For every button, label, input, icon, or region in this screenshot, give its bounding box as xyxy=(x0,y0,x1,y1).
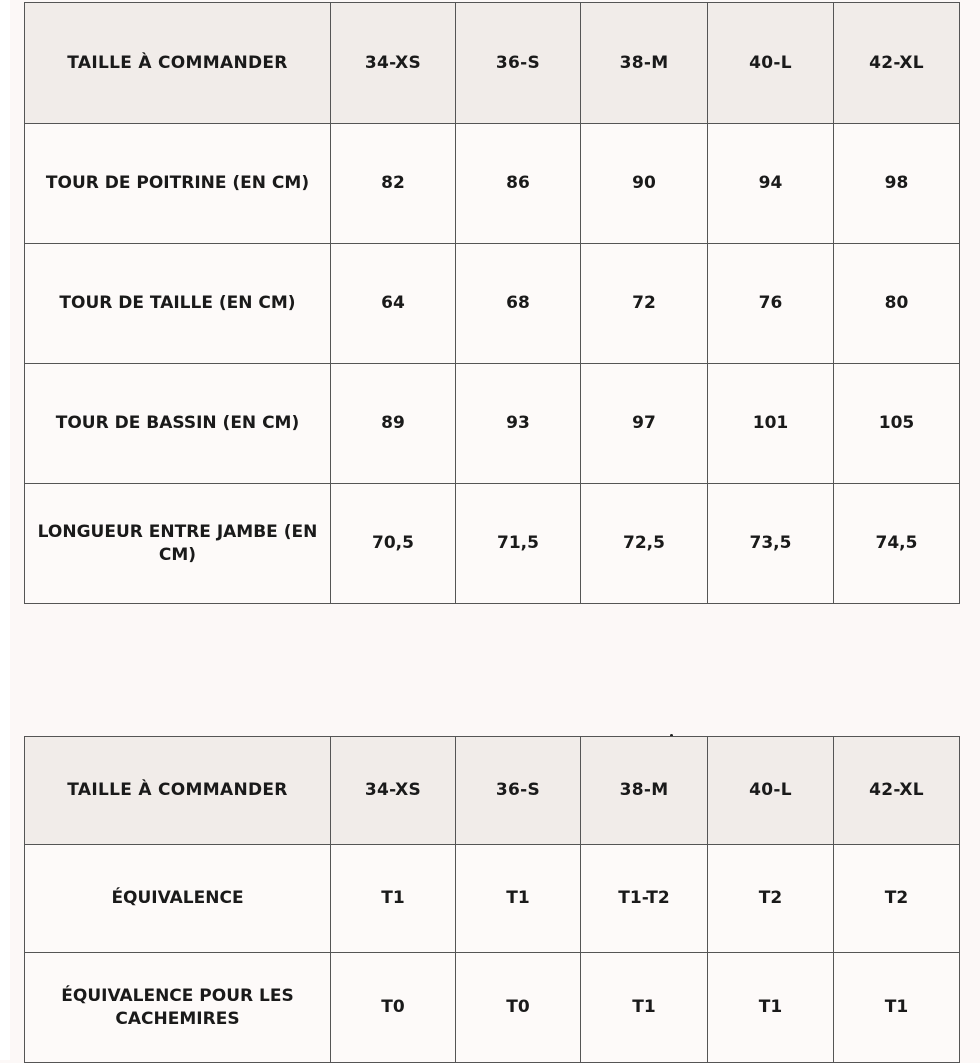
table-cell: T1 xyxy=(456,845,581,953)
table-cell: 73,5 xyxy=(708,484,834,604)
size-measurements-table xyxy=(24,2,960,604)
header-cell-size-to-order: TAILLE À COMMANDER xyxy=(25,3,331,124)
table-row-equivalence xyxy=(25,845,960,953)
left-margin-strip xyxy=(0,0,10,1060)
table-cell: 97 xyxy=(581,364,708,484)
size-equivalence-table xyxy=(24,736,960,1063)
table-cell: T1-T2 xyxy=(581,845,708,953)
header-cell-42-xl: 42-XL xyxy=(834,737,960,845)
table-cell: 105 xyxy=(834,364,960,484)
row-label-hips: TOUR DE BASSIN (EN CM) xyxy=(25,364,331,484)
table-header-row xyxy=(25,737,960,845)
header-cell-size-to-order: TAILLE À COMMANDER xyxy=(25,737,331,845)
table-cell: 89 xyxy=(331,364,456,484)
table-row-inseam xyxy=(25,484,960,604)
table-cell: 93 xyxy=(456,364,581,484)
table-cell: 74,5 xyxy=(834,484,960,604)
table-cell: T0 xyxy=(456,953,581,1063)
table-cell: T1 xyxy=(834,953,960,1063)
table-cell: T0 xyxy=(331,953,456,1063)
header-cell-34-xs: 34-XS xyxy=(331,737,456,845)
row-label-cashmere-equivalence: ÉQUIVALENCE POUR LES CACHEMIRES xyxy=(25,953,331,1063)
table-cell: 101 xyxy=(708,364,834,484)
table-cell: T2 xyxy=(708,845,834,953)
table-row-chest xyxy=(25,124,960,244)
table-cell: 64 xyxy=(331,244,456,364)
table-cell: T2 xyxy=(834,845,960,953)
table-row-waist xyxy=(25,244,960,364)
table-cell: T1 xyxy=(331,845,456,953)
table-cell: 80 xyxy=(834,244,960,364)
row-label-equivalence: ÉQUIVALENCE xyxy=(25,845,331,953)
table-cell: 86 xyxy=(456,124,581,244)
row-label-waist: TOUR DE TAILLE (EN CM) xyxy=(25,244,331,364)
table-cell: 76 xyxy=(708,244,834,364)
header-cell-36-s: 36-S xyxy=(456,737,581,845)
table-cell: 68 xyxy=(456,244,581,364)
table-cell: 72 xyxy=(581,244,708,364)
header-cell-36-s: 36-S xyxy=(456,3,581,124)
header-cell-42-xl: 42-XL xyxy=(834,3,960,124)
row-label-inseam: LONGUEUR ENTRE JAMBE (EN CM) xyxy=(25,484,331,604)
header-cell-38-m: 38-M xyxy=(581,3,708,124)
header-cell-34-xs: 34-XS xyxy=(331,3,456,124)
table-cell: 90 xyxy=(581,124,708,244)
header-cell-38-m: 38-M xyxy=(581,737,708,845)
row-label-chest: TOUR DE POITRINE (EN CM) xyxy=(25,124,331,244)
table-cell: 70,5 xyxy=(331,484,456,604)
table-row-hips xyxy=(25,364,960,484)
table-cell: 98 xyxy=(834,124,960,244)
table-row-cashmere-equivalence xyxy=(25,953,960,1063)
table-cell: 72,5 xyxy=(581,484,708,604)
header-cell-40-l: 40-L xyxy=(708,3,834,124)
table-cell: T1 xyxy=(708,953,834,1063)
header-cell-40-l: 40-L xyxy=(708,737,834,845)
table-cell: T1 xyxy=(581,953,708,1063)
table-cell: 71,5 xyxy=(456,484,581,604)
table-header-row xyxy=(25,3,960,124)
table-cell: 82 xyxy=(331,124,456,244)
table-cell: 94 xyxy=(708,124,834,244)
